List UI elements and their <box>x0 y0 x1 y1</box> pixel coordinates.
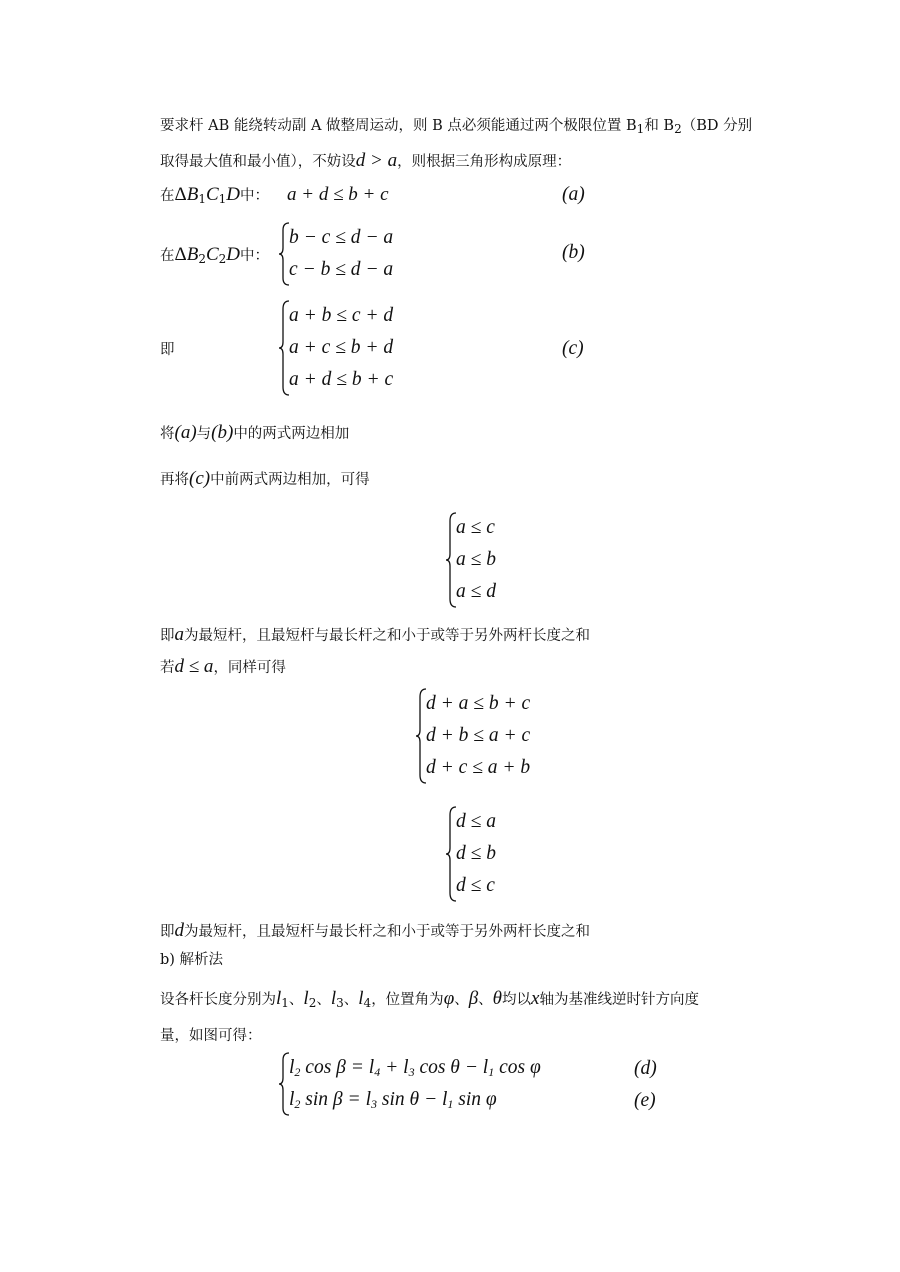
math-var: a <box>174 624 184 645</box>
equation-row: d ≤ b <box>456 843 496 864</box>
text: 设各杆长度分别为 <box>160 992 276 1008</box>
math-var: l <box>441 1089 448 1110</box>
subscript: 2 <box>294 1097 301 1111</box>
subscript: 2 <box>294 1065 301 1079</box>
text: ，位置角为 <box>371 992 444 1008</box>
intro-line-1 <box>160 116 752 136</box>
equation-a-tag: (a) <box>562 184 585 205</box>
text: 即 <box>160 924 175 940</box>
inline-math: d > a <box>355 150 398 171</box>
equation-b-label <box>160 244 269 266</box>
math-expr: cos β = <box>300 1057 369 1078</box>
text: ，同样可得 <box>213 660 286 676</box>
math-var: φ <box>443 988 455 1009</box>
math-var: l <box>358 988 364 1009</box>
equation-row: d ≤ c <box>456 875 495 896</box>
math-expr: sin β = <box>300 1089 366 1110</box>
intro-text: 和 B <box>644 118 675 134</box>
text: 、 <box>478 992 493 1008</box>
math-var: l <box>365 1089 371 1110</box>
equation-ref: (a) <box>174 422 197 443</box>
equation-c-tag: (c) <box>562 338 584 359</box>
equation-row: a ≤ b <box>456 549 496 570</box>
subscript: 1 <box>218 192 227 206</box>
text: 中的两式两边相加 <box>233 426 350 442</box>
math-expr: cos θ − <box>414 1057 483 1078</box>
text: 与 <box>196 426 212 442</box>
text: 为最短杆，且最短杆与最长杆之和小于或等于另外两杆长度之和 <box>184 924 590 940</box>
math-var: l <box>289 1057 295 1078</box>
intro-line-2 <box>160 150 571 172</box>
equation-row: a + b ≤ c + d <box>289 305 394 326</box>
equation-row: d + a ≤ b + c <box>426 693 531 714</box>
subscript: 1 <box>447 1097 454 1111</box>
add-note-2 <box>160 468 370 490</box>
equation-d-tag: (d) <box>634 1058 657 1079</box>
subscript: 3 <box>408 1065 415 1079</box>
equation-row: d + c ≤ a + b <box>426 757 531 778</box>
math-var: l <box>289 1089 295 1110</box>
math-var: C <box>205 244 219 265</box>
text: 轴为基准线逆时针方向度 <box>539 992 699 1008</box>
math-var: l <box>276 988 282 1009</box>
text: 、 <box>343 992 359 1008</box>
math-var: l <box>482 1057 489 1078</box>
equation-a-label <box>160 184 269 206</box>
math-var: θ <box>492 988 503 1009</box>
subscript: 2 <box>674 122 682 136</box>
math-var: l <box>303 988 309 1009</box>
intro-text: ，则根据三角形构成原理： <box>397 154 572 170</box>
text: 中前两式两边相加，可得 <box>210 472 370 488</box>
math-expr: cos φ <box>494 1057 541 1078</box>
equation-a: a + d ≤ b + c <box>287 184 389 205</box>
math-expr: + <box>380 1057 404 1078</box>
intro-text: （BD 分别 <box>681 118 753 134</box>
subscript: 3 <box>336 996 344 1010</box>
delta-symbol: Δ <box>174 244 187 265</box>
equation-b-tag: (b) <box>562 242 585 263</box>
math-var: D <box>226 244 241 265</box>
subscript: 4 <box>363 996 372 1010</box>
text: 再将 <box>160 472 189 488</box>
subscript: 3 <box>370 1097 377 1111</box>
math-var: l <box>403 1057 409 1078</box>
inline-math: d ≤ a <box>174 656 214 677</box>
subscript: 2 <box>218 252 227 266</box>
text: 即 <box>160 628 175 644</box>
conclusion-2 <box>160 920 590 942</box>
if-line <box>160 656 286 678</box>
subscript: 2 <box>308 996 317 1010</box>
equation-row: a + c ≤ b + d <box>289 337 394 358</box>
label-text: 中： <box>240 248 270 264</box>
label-text: 中： <box>240 188 270 204</box>
math-var: l <box>368 1057 375 1078</box>
text: 、 <box>288 992 304 1008</box>
subscript: 2 <box>198 252 206 266</box>
math-var: B <box>186 244 199 265</box>
equation-row-d <box>289 1052 541 1084</box>
subscript: 4 <box>374 1065 381 1079</box>
equation-row: a + d ≤ b + c <box>289 369 394 390</box>
conclusion-1 <box>160 624 590 646</box>
text: 、 <box>454 992 469 1008</box>
math-var: β <box>468 988 479 1009</box>
equation-row-e <box>289 1084 541 1116</box>
intro-text: 要求杆 AB 能绕转动副 A 做整周运动，则 B 点必须能通过两个极限位置 B <box>160 118 637 134</box>
text: 将 <box>160 426 175 442</box>
equation-row: b − c ≤ d − a <box>289 227 394 248</box>
math-var: D <box>226 184 241 205</box>
math-expr: sin φ <box>453 1089 497 1110</box>
subscript: 1 <box>636 122 645 136</box>
math-var: x <box>531 988 540 1009</box>
text: 为最短杆，且最短杆与最长杆之和小于或等于另外两杆长度之和 <box>184 628 590 644</box>
equation-ref: (c) <box>189 468 211 489</box>
text: 均以 <box>502 992 532 1008</box>
add-note-1 <box>160 422 349 444</box>
equation-row: a ≤ d <box>456 581 496 602</box>
math-var: B <box>186 184 199 205</box>
math-expr: sin θ − <box>376 1089 442 1110</box>
equation-ref: (b) <box>211 422 234 443</box>
subscript: 1 <box>198 192 206 206</box>
label-text: 在 <box>160 188 175 204</box>
equation-e-tag: (e) <box>634 1090 656 1111</box>
equation-row: d + b ≤ a + c <box>426 725 531 746</box>
equation-c-label: 即 <box>160 342 175 358</box>
intro-text: 取得最大值和最小值），不妨设 <box>160 154 356 170</box>
section-heading: b) 解析法 <box>160 952 224 968</box>
label-text: 在 <box>160 248 175 264</box>
text: 、 <box>316 992 331 1008</box>
equation-row: d ≤ a <box>456 811 496 832</box>
equation-row: a ≤ c <box>456 517 495 538</box>
length-line-1 <box>160 988 699 1010</box>
equation-row: c − b ≤ d − a <box>289 259 394 280</box>
text: 若 <box>160 660 175 676</box>
subscript: 1 <box>488 1065 495 1079</box>
subscript: 1 <box>281 996 289 1010</box>
length-line-2: 量，如图可得： <box>160 1028 262 1044</box>
math-var: C <box>205 184 219 205</box>
delta-symbol: Δ <box>174 184 187 205</box>
math-var: l <box>330 988 337 1009</box>
math-var: d <box>174 920 184 941</box>
